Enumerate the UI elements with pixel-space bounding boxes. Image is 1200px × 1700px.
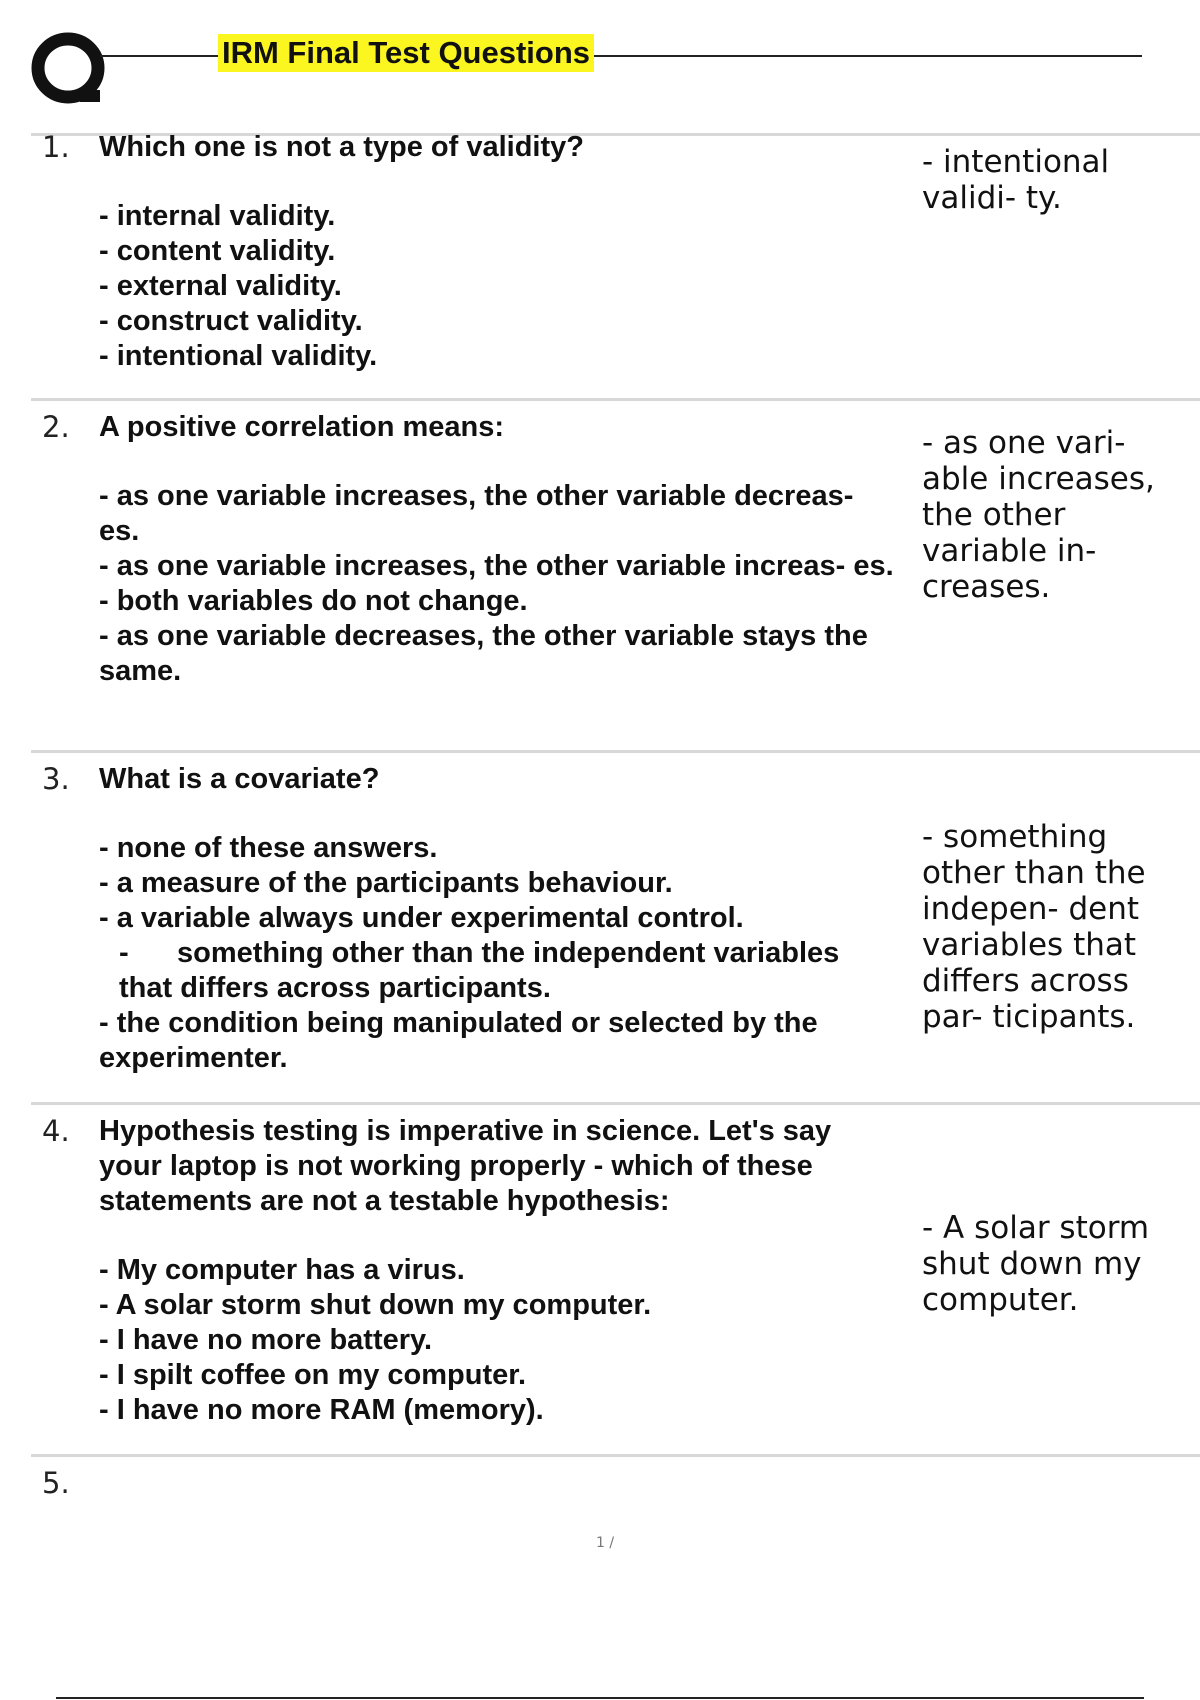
question-number: 1. (42, 130, 70, 164)
option-item: - A solar storm shut down my computer. (99, 1289, 652, 1321)
question-block (31, 750, 1200, 1105)
option-list (99, 831, 899, 1076)
option-list (99, 199, 899, 374)
question-text: What is a covariate? (99, 763, 380, 795)
option-list (99, 479, 899, 689)
page-number: 1 / (596, 1535, 615, 1551)
option-item: - the condition being manipulated or selected by the experimenter. (99, 1007, 818, 1074)
question-number: 4. (42, 1114, 70, 1148)
option-item: - something other than the independent variables that differs across participants. (119, 937, 848, 1004)
question-body (99, 130, 899, 374)
question-block (31, 130, 1200, 401)
question-number: 5. (42, 1466, 70, 1500)
option-item: - a variable always under experimental control. (99, 902, 744, 934)
question-body (99, 762, 899, 1076)
option-list (99, 1253, 899, 1428)
option-item: - as one variable increases, the other variable increas- es. (99, 550, 894, 582)
option-item: - external validity. (99, 270, 342, 302)
option-item: - content validity. (99, 235, 336, 267)
footer-rule (56, 1697, 1144, 1699)
option-item: - as one variable decreases, the other variable stays the same. (99, 620, 868, 687)
option-item: - I spilt coffee on my computer. (99, 1359, 527, 1391)
option-item: - internal validity. (99, 200, 336, 232)
document-title: IRM Final Test Questions (218, 34, 594, 72)
question-block (31, 1454, 1200, 1537)
option-item: - as one variable increases, the other variable decreas- es. (99, 480, 854, 547)
question-block (31, 398, 1200, 753)
question-text: Which one is not a type of validity? (99, 131, 584, 163)
option-item: - My computer has a virus. (99, 1254, 465, 1286)
document-header (0, 0, 1200, 125)
question-number: 3. (42, 762, 70, 796)
option-item: - none of these answers. (99, 832, 438, 864)
option-item: - I have no more battery. (99, 1324, 433, 1356)
option-item: - construct validity. (99, 305, 363, 337)
answer-text: - intentional validi- ty. (922, 144, 1110, 216)
logo-icon (30, 30, 110, 110)
question-number: 2. (42, 410, 70, 444)
option-item: - both variables do not change. (99, 585, 528, 617)
answer-text: - as one vari- able increases, the other variable in- creases. (922, 425, 1155, 605)
question-body (99, 1114, 899, 1428)
question-body (99, 410, 899, 689)
answer-text: - A solar storm shut down my computer. (922, 1210, 1150, 1318)
question-text: Hypothesis testing is imperative in science. Let's say your laptop is not working properly - which of these statements are not a testable hypothesis: (99, 1115, 832, 1217)
option-item: - intentional validity. (99, 340, 378, 372)
answer-text: - something other than the indepen- dent variables that differs across par- ticipants. (922, 819, 1146, 1035)
question-block (31, 1102, 1200, 1457)
option-item: - I have no more RAM (memory). (99, 1394, 544, 1426)
question-text: A positive correlation means: (99, 411, 505, 443)
option-item: - a measure of the participants behaviour. (99, 867, 673, 899)
